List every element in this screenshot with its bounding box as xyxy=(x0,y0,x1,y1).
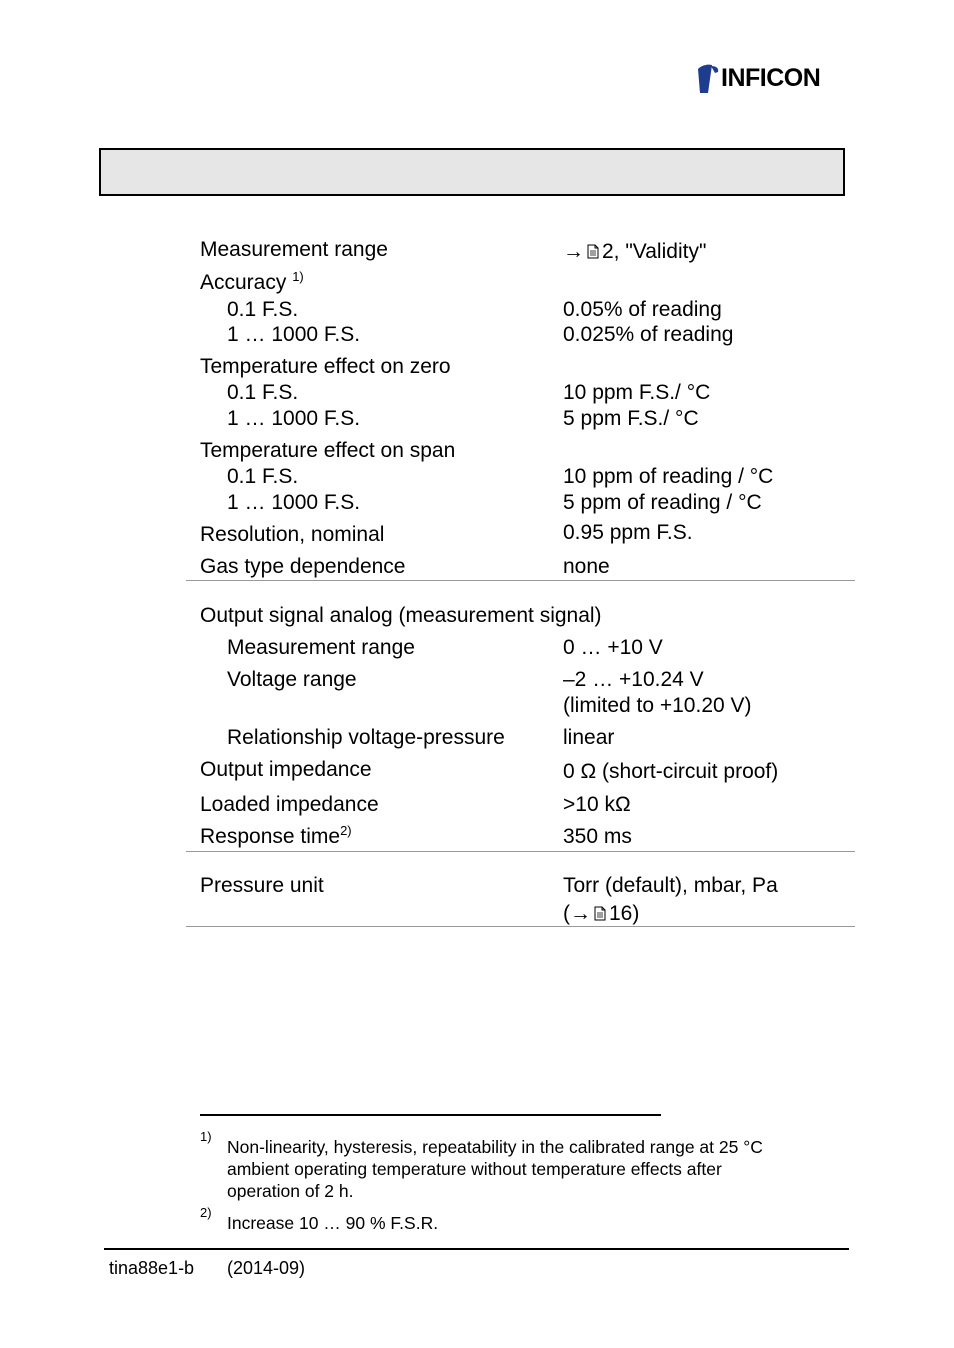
footnote-mark: 1) xyxy=(200,1129,212,1144)
spec-sublabel: Voltage range xyxy=(227,668,357,691)
spec-value: Torr (default), mbar, Pa xyxy=(563,874,778,897)
document-id: tina88e1-b xyxy=(109,1258,195,1278)
spec-sublabel: 1 … 1000 F.S. xyxy=(227,491,361,514)
spec-value: –2 … +10.24 V xyxy=(563,668,704,691)
spec-label: Gas type dependence xyxy=(200,555,406,578)
spec-label: Accuracy $^{1)}$ xyxy=(200,269,304,294)
spec-label: Temperature effect on span xyxy=(200,439,456,462)
spec-value: 0 … +10 V xyxy=(563,636,663,659)
footnote-text: operation of 2 h. xyxy=(227,1181,354,1201)
spec-value: >10 kΩ xyxy=(563,793,631,816)
spec-value: 0.95 ppm F.S. xyxy=(563,521,693,544)
spec-value: 5 ppm of reading / °C xyxy=(563,491,762,514)
logo-text: INFICON xyxy=(721,64,821,92)
spec-sublabel: 0.1 F.S. xyxy=(227,465,299,488)
spec-sublabel: 0.1 F.S. xyxy=(227,298,299,321)
spec-value-link[interactable] xyxy=(563,239,706,265)
section-divider xyxy=(186,851,855,852)
footer-divider xyxy=(104,1248,849,1250)
spec-value: 350 ms xyxy=(563,825,632,848)
spec-sublabel: 0.1 F.S. xyxy=(227,381,299,404)
spec-value-link[interactable] xyxy=(563,901,639,927)
spec-value: linear xyxy=(563,726,615,749)
inficon-logo xyxy=(694,63,846,97)
footnote-mark: 2) xyxy=(200,1205,212,1220)
page-reference: 16) xyxy=(609,902,640,925)
footnote-ref: 1) xyxy=(292,269,304,284)
spec-value: 0.025% of reading xyxy=(563,323,734,346)
spec-value-note: (limited to +10.20 V) xyxy=(563,694,752,717)
spec-sublabel: Measurement range xyxy=(227,636,415,659)
page-reference: 2, "Validity" xyxy=(602,240,707,263)
spec-value: 10 ppm of reading / °C xyxy=(563,465,774,488)
arrow-icon: → xyxy=(563,240,584,263)
spec-sublabel: Relationship voltage-pressure xyxy=(227,726,505,749)
spec-sublabel: 1 … 1000 F.S. xyxy=(227,323,361,346)
document-icon xyxy=(587,244,599,259)
spec-value: 5 ppm F.S./ °C xyxy=(563,407,699,430)
spec-value: none xyxy=(563,555,610,578)
spec-label: Pressure unit xyxy=(200,874,324,897)
spec-label: Measurement range xyxy=(200,238,388,261)
footnote-text: Increase 10 … 90 % F.S.R. xyxy=(227,1213,439,1233)
arrow-icon: (→ xyxy=(563,902,591,925)
footnote-text: Non-linearity, hysteresis, repeatability in the calibrated range at 25 °C xyxy=(227,1137,763,1157)
spec-value: 0.05% of reading xyxy=(563,298,722,321)
spec-value: 0 Ω (short-circuit proof) xyxy=(563,760,779,783)
spec-sublabel: 1 … 1000 F.S. xyxy=(227,407,361,430)
spec-label: Response time$^{2)}$ xyxy=(200,823,352,848)
footnote-divider xyxy=(200,1114,661,1116)
document-icon xyxy=(594,906,606,921)
spec-label: Resolution, nominal xyxy=(200,523,385,546)
inficon-mark-icon xyxy=(694,63,720,95)
spec-label: Output signal analog (measurement signal) xyxy=(200,604,602,627)
section-divider xyxy=(186,926,855,927)
section-divider xyxy=(186,580,855,581)
spec-value: 10 ppm F.S./ °C xyxy=(563,381,711,404)
section-title-bar xyxy=(99,148,845,196)
footnote-ref: 2) xyxy=(340,823,352,838)
footnote-text: ambient operating temperature without temperature effects after xyxy=(227,1159,722,1179)
spec-label: Temperature effect on zero xyxy=(200,355,451,378)
document-date: (2014-09) xyxy=(227,1258,306,1278)
spec-label: Loaded impedance xyxy=(200,793,379,816)
spec-label: Output impedance xyxy=(200,758,372,781)
